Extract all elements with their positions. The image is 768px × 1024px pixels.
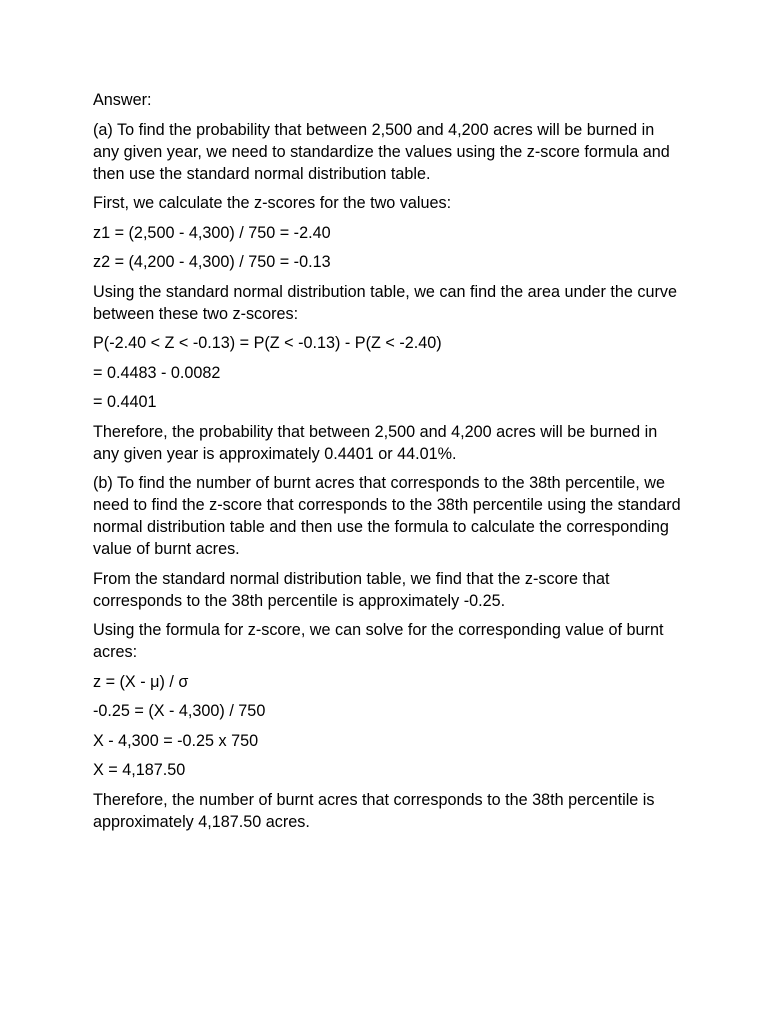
table-lookup-text: Using the standard normal distribution table, we can find the area under the curve between these two z-scores:: [93, 282, 677, 323]
part-b-intro: (b) To find the number of burnt acres that corresponds to the 38th percentile, we need to find the z-score that corresponds to the 38th percentile using the standard normal distribution table and then use the formula to calculate the corresponding value of burnt acres.: [93, 474, 681, 558]
document-page: [93, 89, 683, 840]
substitution-equation: -0.25 = (X - 4,300) / 750: [93, 702, 266, 720]
x-result: X = 4,187.50: [93, 761, 186, 779]
probability-equation: P(-2.40 < Z < -0.13) = P(Z < -0.13) - P(Z < -2.40): [93, 334, 442, 352]
solve-formula-text: Using the formula for z-score, we can solve for the corresponding value of burnt acres:: [93, 621, 664, 661]
probability-result: = 0.4401: [93, 393, 157, 411]
part-a-conclusion: Therefore, the probability that between 2,500 and 4,200 acres will be burned in any given year is approximately 0.4401 or 44.01%.: [93, 422, 658, 463]
percentile-z-score-text: From the standard normal distribution table, we find that the z-score that corresponds to the 38th percentile is approximately -0.25.: [93, 569, 610, 610]
part-b-conclusion: Therefore, the number of burnt acres that corresponds to the 38th percentile is approximately 4,187.50 acres.: [93, 790, 655, 831]
z-scores-intro: First, we calculate the z-scores for the two values:: [93, 194, 452, 212]
answer-heading: Answer:: [93, 91, 152, 109]
rearranged-equation: X - 4,300 = -0.25 x 750: [93, 731, 259, 750]
z-formula: z = (X - μ) / σ: [93, 672, 189, 691]
z2-equation: z2 = (4,200 - 4,300) / 750 = -0.13: [93, 253, 331, 271]
part-a-intro: (a) To find the probability that between 2,500 and 4,200 acres will be burned in any given year, we need to standardize the values using the z-score formula and then use the standard normal distribution table.: [93, 120, 670, 183]
z1-equation: z1 = (2,500 - 4,300) / 750 = -2.40: [93, 223, 331, 242]
probability-subtraction: = 0.4483 - 0.0082: [93, 363, 221, 382]
